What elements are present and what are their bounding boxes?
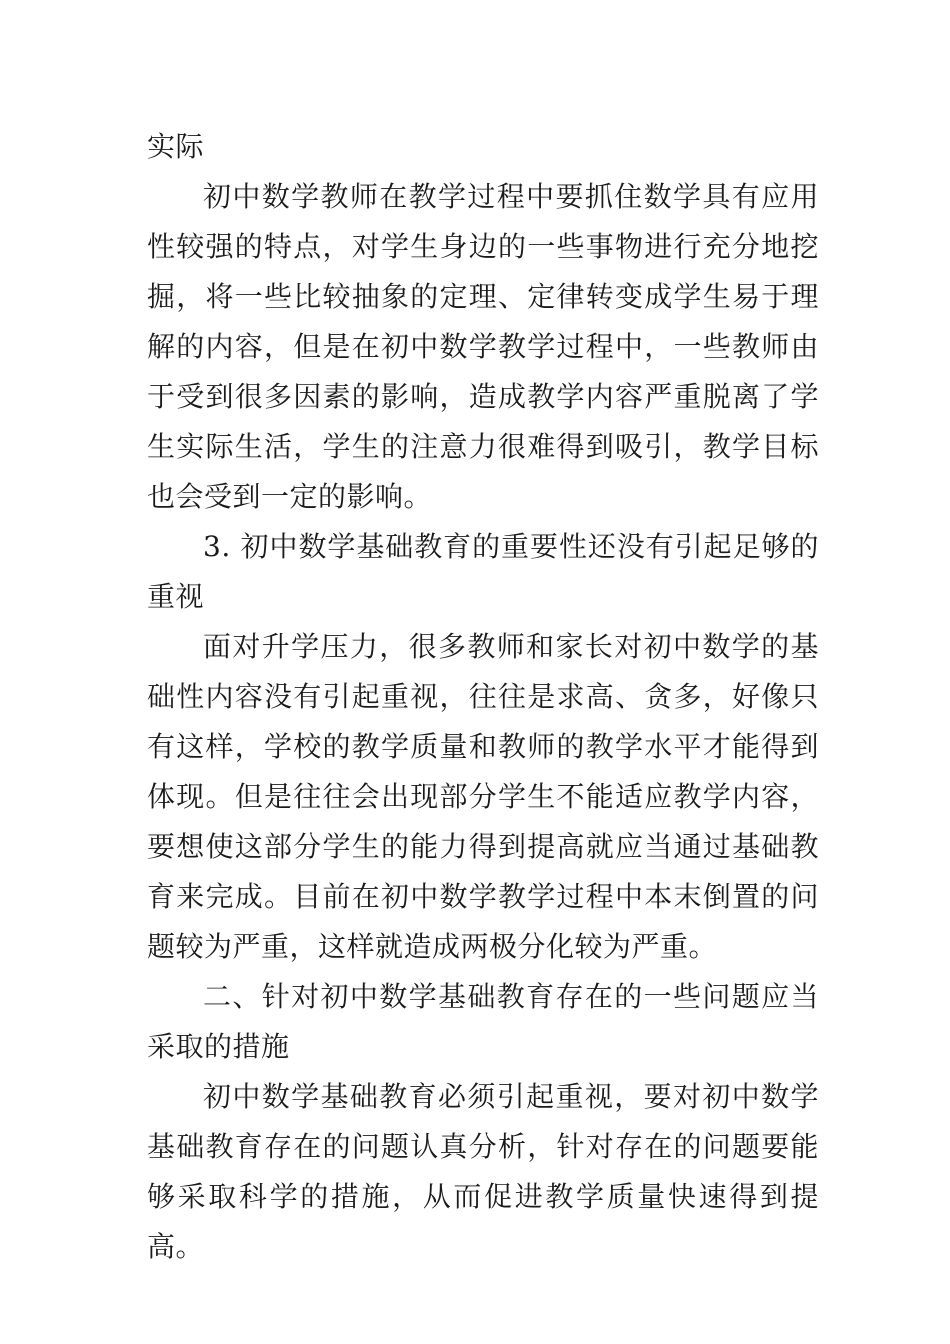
section-heading: 二、针对初中数学基础教育存在的一些问题应当采取的措施 <box>147 980 819 1063</box>
paragraph-body: 初中数学教师在教学过程中要抓住数学具有应用性较强的特点，对学生身边的一些事物进行充分地挖掘，将一些比较抽象的定理、定律转变成学生易于理解的内容，但是在初中数学教学过程中，一些教师由于受到很多因素的影响，造成教学内容严重脱离了学生实际生活，学生的注意力很难得到吸引，教学目标也会受到一定的影响。 <box>147 180 819 513</box>
document-body <box>147 122 819 1272</box>
section-heading: 3. 初中数学基础教育的重要性还没有引起足够的重视 <box>147 530 819 613</box>
paragraph-body: 初中数学基础教育必须引起重视，要对初中数学基础教育存在的问题认真分析，针对存在的问题要能够采取科学的措施，从而促进教学质量快速得到提高。 <box>147 1080 819 1263</box>
paragraph-body: 面对升学压力，很多教师和家长对初中数学的基础性内容没有引起重视，往往是求高、贪多，好像只有这样，学校的教学质量和教师的教学水平才能得到体现。但是往往会出现部分学生不能适应教学内容，要想使这部分学生的能力得到提高就应当通过基础教育来完成。目前在初中数学教学过程中本末倒置的问题较为严重，这样就造成两极分化较为严重。 <box>147 630 819 963</box>
paragraph-heading-continuation: 实际 <box>147 130 205 163</box>
